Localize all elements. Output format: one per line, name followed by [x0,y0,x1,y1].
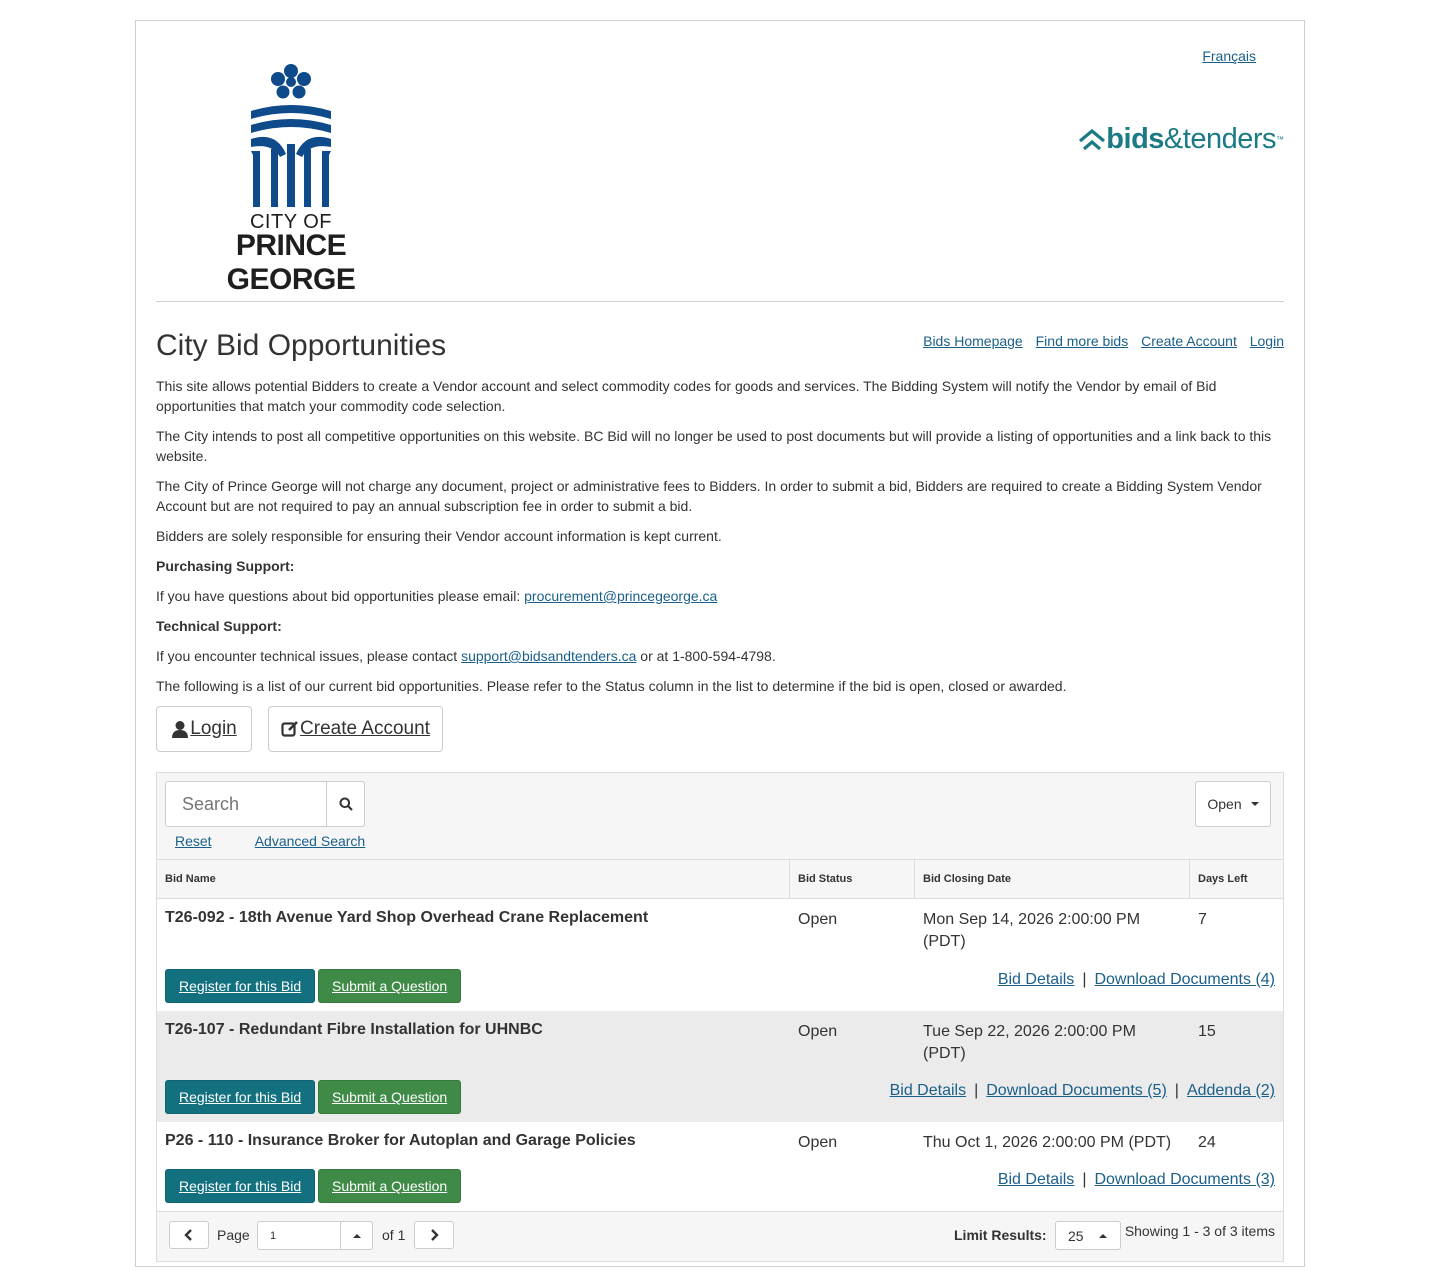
intro-paragraph: Bidders are solely responsible for ensuring their Vendor account information is kept current. [156,528,722,544]
search-links [175,833,405,849]
support-email-link[interactable]: support@bidsandtenders.ca [461,648,637,664]
column-header-closing-date[interactable]: Bid Closing Date [915,860,1190,898]
download-documents-link[interactable]: Download Documents (3) [1094,1171,1275,1188]
download-documents-link[interactable]: Download Documents (4) [1094,971,1275,988]
register-bid-button[interactable]: Register for this Bid [165,969,315,1003]
bid-status: Open [798,1134,838,1151]
page-label: Page [217,1227,250,1243]
submit-question-button[interactable]: Submit a Question [318,969,461,1003]
bid-details-link[interactable]: Bid Details [889,1082,967,1099]
caret-up-icon [1099,1234,1107,1238]
caret-down-icon [1251,802,1259,806]
purchasing-support-text: If you have questions about bid opportunities please email: procurement@princegeorge.ca [156,588,718,604]
login-button[interactable] [156,706,252,752]
bid-name: T26-092 - 18th Avenue Yard Shop Overhead Crane Replacement [165,909,649,926]
bid-days-left: 24 [1198,1134,1216,1151]
city-logo [176,59,406,296]
status-filter-dropdown[interactable] [1195,781,1271,827]
top-nav-links [914,333,1284,349]
page-title: City Bid Opportunities [156,329,447,362]
row-links: Bid Details | Download Documents (4) [997,971,1275,988]
next-page-button[interactable] [414,1221,454,1249]
bid-name: T26-107 - Redundant Fibre Installation for UHNBC [165,1021,543,1038]
limit-results-dropdown[interactable] [1055,1221,1121,1250]
header-divider [156,301,1284,302]
intro-paragraph: The City intends to post all competitive opportunities on this website. BC Bid will no longer be used to post documents but will provide a listing of opportunities and a link back to this website. [156,428,1272,464]
search-icon [339,797,353,811]
bid-details-link[interactable]: Bid Details [997,971,1075,988]
previous-page-button[interactable] [169,1221,209,1249]
create-account-button-label: Create Account [300,718,430,739]
city-logo-line2: PRINCE GEORGE [226,229,356,296]
column-header-days-left[interactable]: Days Left [1198,873,1248,885]
bid-list-intro: The following is a list of our current bid opportunities. Please refer to the Status column in the list to determine if the bid is open, closed or awarded. [156,678,1067,694]
bid-status: Open [798,1023,838,1040]
edit-icon [281,720,299,738]
brand-bids: bids [1106,123,1164,155]
create-account-link[interactable]: Create Account [1141,333,1237,349]
caret-up-icon [353,1234,361,1238]
city-emblem-icon [176,59,406,209]
technical-support-text: If you encounter technical issues, please contact support@bidsandtenders.ca or at 1-800-594-4798. [156,648,776,664]
bid-details-link[interactable]: Bid Details [997,1171,1075,1188]
chevron-right-icon [429,1229,439,1241]
bid-closing-date: Tue Sep 22, 2026 2:00:00 PM (PDT) [923,1023,1136,1062]
login-button-label: Login [190,718,237,739]
page-spinner[interactable] [340,1222,372,1249]
procurement-email-link[interactable]: procurement@princegeorge.ca [524,588,718,604]
table-row [157,1122,1283,1211]
bids-and-tenders-logo [1078,123,1284,156]
bid-closing-date: Thu Oct 1, 2026 2:00:00 PM (PDT) [923,1134,1172,1151]
technical-support-heading: Technical Support: [156,618,282,634]
column-header-bid-status[interactable]: Bid Status [790,860,915,898]
bids-homepage-link[interactable]: Bids Homepage [923,333,1023,349]
bid-closing-date: Mon Sep 14, 2026 2:00:00 PM (PDT) [923,911,1141,950]
intro-paragraph: The City of Prince George will not charge any document, project or administrative fees to Bidders. In order to submit a bid, Bidders are required to create a Bidding System Vendor Account but are not required to pay an annual subscription fee in order to submit a bid. [156,478,1262,514]
download-documents-link[interactable]: Download Documents (5) [986,1082,1167,1099]
bid-days-left: 15 [1198,1023,1216,1040]
page-number-input[interactable] [257,1221,373,1250]
row-links: Bid Details | Download Documents (3) [997,1171,1275,1188]
submit-question-button[interactable]: Submit a Question [318,1169,461,1203]
table-header [157,859,1283,899]
advanced-search-link[interactable]: Advanced Search [254,833,366,849]
search-button[interactable] [326,781,365,827]
pager [157,1211,1283,1261]
bid-days-left: 7 [1198,911,1207,928]
page-count: of 1 [382,1227,406,1243]
page-number-value: 1 [270,1229,277,1242]
limit-results-label: Limit Results: [954,1227,1047,1243]
limit-results-value: 25 [1068,1227,1084,1244]
row-links: Bid Details | Download Documents (5) | Addenda (2) [889,1082,1275,1099]
results-summary: Showing 1 - 3 of 3 items [1124,1223,1275,1239]
search-box [165,781,365,827]
create-account-button[interactable] [268,706,443,752]
submit-question-button[interactable]: Submit a Question [318,1080,461,1114]
language-link[interactable]: Français [1202,48,1256,64]
search-input[interactable] [165,781,326,827]
city-logo-line1: CITY OF [249,211,333,233]
bid-grid [156,772,1284,1262]
table-row [157,899,1283,1011]
intro-text [156,376,1284,706]
purchasing-support-heading: Purchasing Support: [156,558,295,574]
register-bid-button[interactable]: Register for this Bid [165,1169,315,1203]
addenda-link[interactable]: Addenda (2) [1186,1082,1275,1099]
bid-status: Open [798,911,838,928]
chevrons-up-icon [1078,128,1106,152]
status-filter-value: Open [1207,796,1242,812]
brand-tenders: &tenders [1163,123,1276,155]
brand-tm: ™ [1276,135,1284,144]
column-header-bid-name[interactable]: Bid Name [157,860,790,898]
login-link[interactable]: Login [1249,333,1284,349]
page-container [135,20,1305,1267]
user-icon [171,720,189,738]
table-row [157,1011,1283,1122]
intro-paragraph: This site allows potential Bidders to create a Vendor account and select commodity codes for goods and services. The Bidding System will notify the Vendor by email of Bid opportunities that match your commodity code selection. [156,378,1217,414]
find-more-bids-link[interactable]: Find more bids [1035,333,1129,349]
chevron-left-icon [184,1229,194,1241]
register-bid-button[interactable]: Register for this Bid [165,1080,315,1114]
bid-name: P26 - 110 - Insurance Broker for Autoplan and Garage Policies [165,1132,636,1149]
reset-link[interactable]: Reset [175,833,212,849]
